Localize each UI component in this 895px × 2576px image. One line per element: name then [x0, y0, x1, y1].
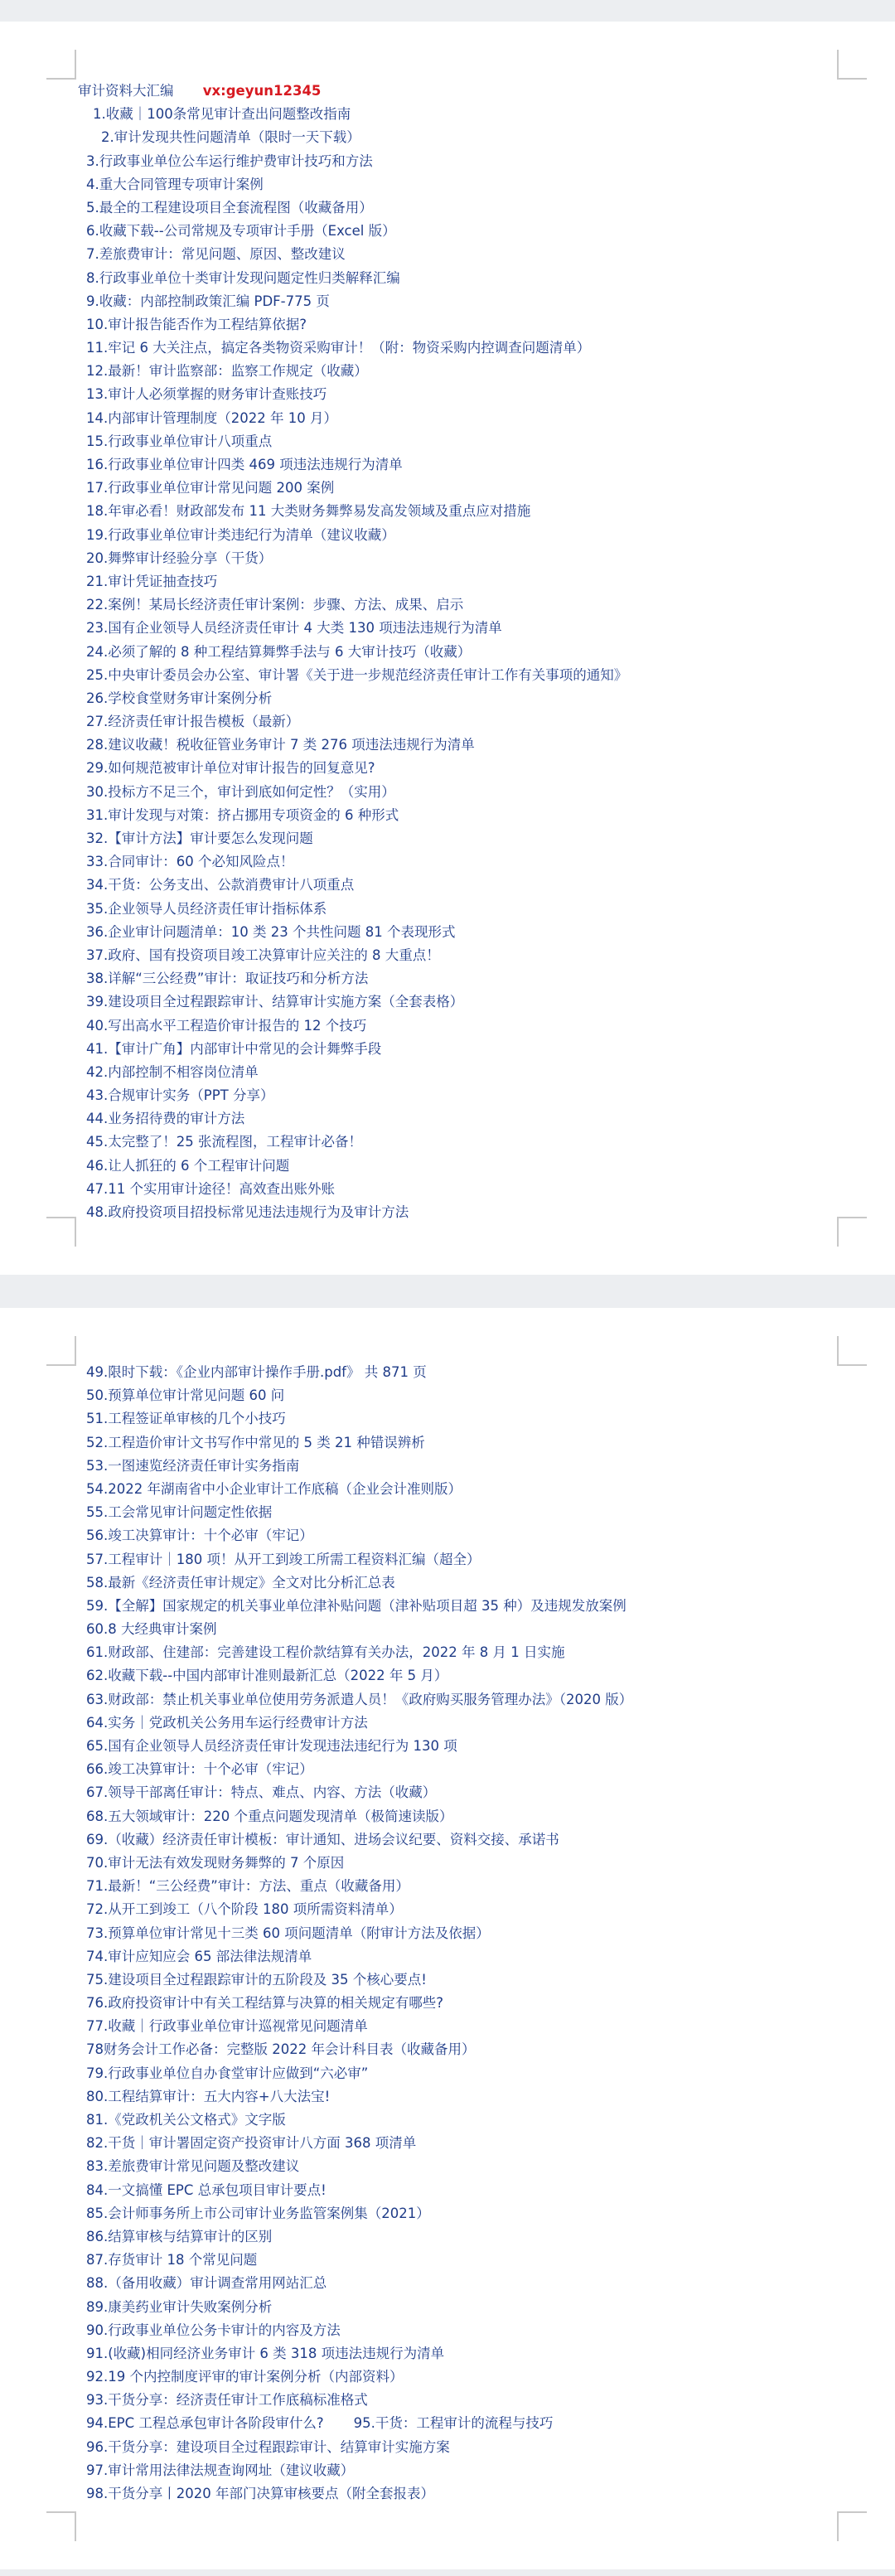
list-item: 68.五大领域审计：220 个重点问题发现清单（极简速读版）: [86, 1808, 453, 1824]
list-item: 62.收藏下载--中国内部审计准则最新汇总（2022 年 5 月）: [86, 1668, 448, 1684]
list-item: 1.收藏｜100条常见审计查出问题整改指南: [93, 106, 351, 123]
list-item: 4.重大合同管理专项审计案例: [86, 176, 264, 192]
list-item: 33.合同审计：60 个必知风险点！: [86, 854, 294, 870]
list-item: 71.最新！“三公经费”审计：方法、重点（收藏备用）: [86, 1878, 409, 1895]
list-item: 51.工程签证单审核的几个小技巧: [86, 1411, 286, 1427]
list-item: 88.（备用收藏）审计调查常用网站汇总: [86, 2275, 327, 2292]
list-item: 38.详解“三公经费”审计：取证技巧和分析方法: [86, 971, 369, 987]
list-item: [0, 2412, 895, 2435]
list-item: 85.会计师事务所上市公司审计业务监管案例集（2021）: [86, 2205, 430, 2221]
list-item: 96.干货分享：建设项目全过程跟踪审计、结算审计实施方案: [86, 2438, 450, 2455]
list-item: 73.预算单位审计常见十三类 60 项问题清单（附审计方法及依据）: [86, 1925, 490, 1941]
list-item: 82.干货｜审计署固定资产投资审计八方面 368 项清单: [86, 2135, 417, 2152]
list-item: 24.必须了解的 8 种工程结算舞弊手法与 6 大审计技巧（收藏）: [86, 643, 472, 660]
list-item: 70.审计无法有效发现财务舞弊的 7 个原因: [86, 1854, 345, 1871]
list-item: 44.业务招待费的审计方法: [86, 1111, 245, 1127]
list-item: 58.最新《经济责任审计规定》全文对比分析汇总表: [86, 1574, 395, 1591]
list-item: 84.一文搞懂 EPC 总承包项目审计要点!: [86, 2181, 327, 2198]
list-item: 36.企业审计问题清单：10 类 23 个共性问题 81 个表现形式: [86, 923, 456, 940]
list-item: 93.干货分享：经济责任审计工作底稿标准格式: [86, 2392, 368, 2409]
crop-mark: [46, 50, 76, 80]
list-item: 79.行政事业单位自办食堂审计应做到“六必审”: [86, 2065, 369, 2081]
list-item-text: 94.EPC 工程总承包审计各阶段审什么?: [86, 2415, 324, 2432]
list-item: 7.差旅费审计：常见问题、原因、整改建议: [86, 246, 346, 263]
list-item: 14.内部审计管理制度（2022 年 10 月）: [86, 409, 337, 426]
list-item: 20.舞弊审计经验分享（干货）: [86, 550, 273, 566]
list-item-text: 95.干货：工程审计的流程与技巧: [353, 2415, 554, 2432]
list-item: 67.领导干部离任审计：特点、难点、内容、方法（收藏）: [86, 1784, 437, 1801]
list-item: 52.工程造价审计文书写作中常见的 5 类 21 种错误辨析: [86, 1434, 425, 1450]
list-item: 81.《党政机关公文格式》文字版: [86, 2112, 286, 2128]
list-item: 78财务会计工作必备：完整版 2022 年会计科目表（收藏备用）: [86, 2041, 476, 2058]
list-item: 13.审计人必须掌握的财务审计查账技巧: [86, 386, 327, 403]
list-item: 27.经济责任审计报告模板（最新）: [86, 714, 300, 730]
list-item: 69.（收藏）经济责任审计模板：审计通知、进场会议纪要、资料交接、承诺书: [86, 1831, 559, 1847]
list-item: 42.内部控制不相容岗位清单: [86, 1063, 259, 1080]
list-item: 37.政府、国有投资项目竣工决算审计应关注的 8 大重点！: [86, 947, 440, 963]
list-item: 35.企业领导人员经济责任审计指标体系: [86, 900, 327, 917]
list-item: 6.收藏下载--公司常规及专项审计手册（Excel 版）: [86, 223, 396, 240]
list-item: 89.康美药业审计失败案例分析: [86, 2298, 273, 2315]
item-list: [0, 80, 895, 1224]
list-item: 29.如何规范被审计单位对审计报告的回复意见?: [86, 760, 375, 777]
list-item: 31.审计发现与对策：挤占挪用专项资金的 6 种形式: [86, 806, 399, 823]
document-header: [0, 80, 895, 103]
list-item: 54.2022 年湖南省中小企业审计工作底稿（企业会计准则版）: [86, 1480, 462, 1497]
list-item: 16.行政事业单位审计四类 469 项违法违规行为清单: [86, 457, 403, 472]
list-item: 48.政府投资项目招投标常见违法违规行为及审计方法: [86, 1204, 409, 1220]
list-item: 21.审计凭证抽查技巧: [86, 573, 218, 589]
list-item: 32.【审计方法】审计要怎么发现问题: [86, 830, 313, 846]
list-item: 76.政府投资审计中有关工程结算与决算的相关规定有哪些?: [86, 1995, 443, 2012]
list-item: 91.(收藏)相同经济业务审计 6 类 318 项违法违规行为清单: [86, 2345, 445, 2361]
list-item: 63.财政部：禁止机关事业单位使用劳务派遣人员！《政府购买服务管理办法》（2020 版）: [86, 1691, 633, 1707]
contact-info: vx:geyun12345: [202, 83, 322, 99]
item-list: [0, 1361, 895, 2506]
list-item: 47.11 个实用审计途径！高效查出账外账: [86, 1180, 335, 1197]
list-item: 2.审计发现共性问题清单（限时一天下载）: [101, 129, 360, 146]
list-item: 72.从开工到竣工（八个阶段 180 项所需资料清单）: [86, 1901, 403, 1918]
list-item: 26.学校食堂财务审计案例分析: [86, 690, 273, 706]
list-item: 80.工程结算审计：五大内容+八大法宝!: [86, 2088, 331, 2104]
list-item: 18.年审必看！财政部发布 11 大类财务舞弊易发高发领域及重点应对措施: [86, 503, 531, 520]
list-item: 92.19 个内控制度评审的审计案例分析（内部资料）: [86, 2369, 404, 2385]
list-item: 19.行政事业单位审计类违纪行为清单（建议收藏）: [86, 526, 395, 543]
list-item: 43.合规审计实务（PPT 分享）: [86, 1087, 274, 1104]
document-title: 审计资料大汇编: [78, 83, 174, 99]
list-item: 22.案例！某局长经济责任审计案例：步骤、方法、成果、启示: [86, 597, 464, 613]
list-item: 61.财政部、住建部：完善建设工程价款结算有关办法，2022 年 8 月 1 日实施: [86, 1644, 565, 1661]
list-item: 74.审计应知应会 65 部法律法规清单: [86, 1948, 312, 1964]
list-item: 8.行政事业单位十类审计发现问题定性归类解释汇编: [86, 269, 400, 286]
list-item: 53.一图速览经济责任审计实务指南: [86, 1457, 300, 1474]
list-item: 97.审计常用法律法规查询网址（建议收藏）: [86, 2462, 355, 2478]
list-item: 28.建议收藏！税收征管业务审计 7 类 276 项违法违规行为清单: [86, 737, 475, 753]
list-item: 49.限时下载：《企业内部审计操作手册.pdf》 共 871 页: [86, 1364, 427, 1380]
list-item: 83.差旅费审计常见问题及整改建议: [86, 2158, 300, 2175]
list-item: 11.牢记 6 大关注点，搞定各类物资采购审计！（附：物资采购内控调查问题清单）: [86, 340, 591, 356]
crop-mark: [837, 2511, 867, 2541]
list-item: 65.国有企业领导人员经济责任审计发现违法违纪行为 130 项: [86, 1738, 457, 1754]
list-item: 23.国有企业领导人员经济责任审计 4 大类 130 项违法违规行为清单: [86, 620, 502, 637]
list-item: 66.竣工决算审计：十个必审（牢记）: [86, 1761, 313, 1778]
list-item: 25.中央审计委员会办公室、审计署《关于进一步规范经济责任审计工作有关事项的通知》: [86, 666, 628, 683]
list-item: 10.审计报告能否作为工程结算依据?: [86, 316, 307, 332]
list-item: 45.太完整了！25 张流程图，工程审计必备！: [86, 1134, 362, 1150]
list-item: 87.存货审计 18 个常见问题: [86, 2252, 258, 2269]
list-item: 90.行政事业单位公务卡审计的内容及方法: [86, 2322, 341, 2338]
document-page-1: [0, 22, 895, 1275]
list-item: 40.写出高水平工程造价审计报告的 12 个技巧: [86, 1017, 367, 1034]
list-item: 75.建设项目全过程跟踪审计的五阶段及 35 个核心要点!: [86, 1971, 427, 1988]
list-item: 86.结算审核与结算审计的区别: [86, 2228, 273, 2244]
list-item: 50.预算单位审计常见问题 60 问: [86, 1387, 285, 1404]
list-item: 39.建设项目全过程跟踪审计、结算审计实施方案（全套表格）: [86, 994, 464, 1010]
list-item: 56.竣工决算审计：十个必审（牢记）: [86, 1528, 313, 1544]
list-item: 60.8 大经典审计案例: [86, 1621, 217, 1638]
list-item: 3.行政事业单位公车运行维护费审计技巧和方法: [86, 153, 373, 169]
list-item: 9.收藏：内部控制政策汇编 PDF-775 页: [86, 293, 330, 309]
list-item: 55.工会常见审计问题定性依据: [86, 1504, 273, 1521]
list-item: 57.工程审计｜180 项！从开工到竣工所需工程资料汇编（超全）: [86, 1551, 481, 1567]
list-item: 98.干货分享丨2020 年部门决算审核要点（附全套报表）: [86, 2486, 434, 2501]
list-item: 34.干货：公务支出、公款消费审计八项重点: [86, 877, 355, 893]
crop-mark: [46, 2511, 76, 2541]
list-item: 12.最新！审计监察部：监察工作规定（收藏）: [86, 363, 368, 380]
crop-mark: [837, 50, 867, 80]
list-item: 64.实务｜党政机关公务用车运行经费审计方法: [86, 1714, 368, 1731]
list-item: 46.让人抓狂的 6 个工程审计问题: [86, 1157, 290, 1174]
list-item: 41.【审计广角】内部审计中常见的会计舞弊手段: [86, 1040, 382, 1057]
list-item: 30.投标方不足三个，审计到底如何定性？（实用）: [86, 783, 395, 800]
list-item: 5.最全的工程建设项目全套流程图（收藏备用）: [86, 199, 373, 215]
document-page-2: [0, 1308, 895, 2569]
list-item: 17.行政事业单位审计常见问题 200 案例: [86, 480, 335, 496]
list-item: 15.行政事业单位审计八项重点: [86, 433, 273, 449]
list-item: 77.收藏｜行政事业单位审计巡视常见问题清单: [86, 2018, 368, 2035]
list-item: 59.【全解】国家规定的机关事业单位津补贴问题（津补贴项目超 35 种）及违规发放案例: [86, 1597, 626, 1614]
